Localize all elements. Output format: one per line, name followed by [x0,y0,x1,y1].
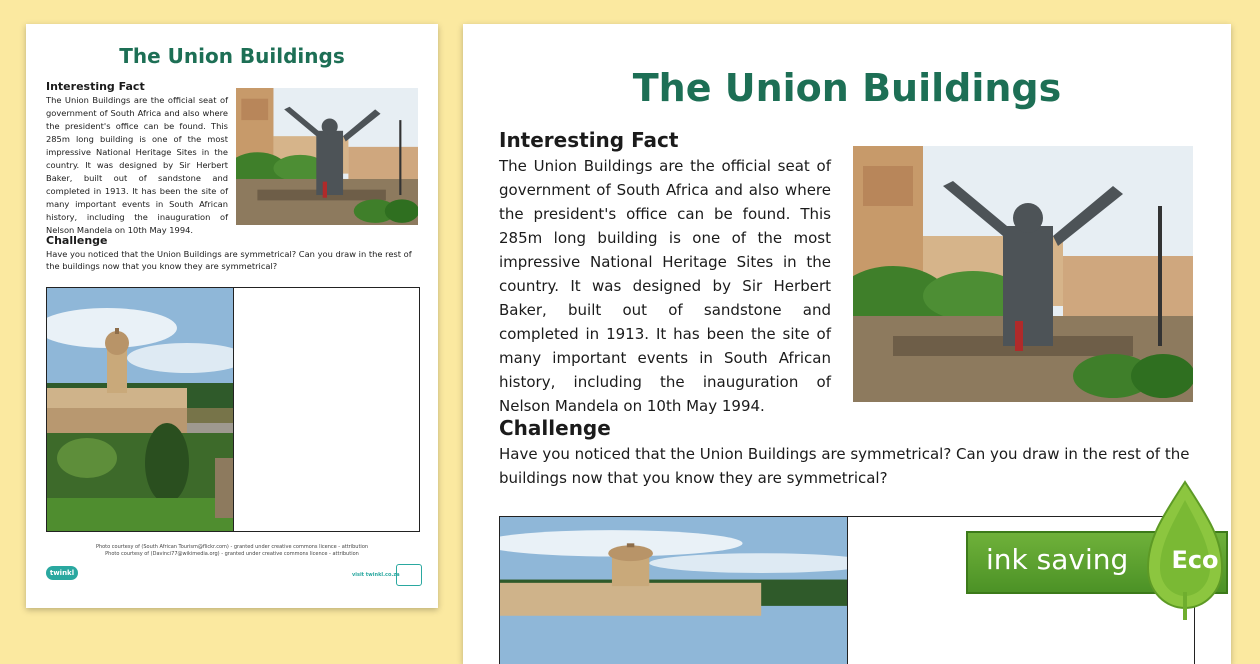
challenge-heading: Challenge [46,234,108,247]
union-buildings-half-photo [47,288,234,531]
eco-badge-text: Eco [1171,546,1219,574]
page-title: The Union Buildings [119,44,345,68]
fact-heading: Interesting Fact [46,80,145,93]
challenge-text: Have you noticed that the Union Buildings are symmetrical? Can you draw in the rest of the buildings now that you know they are symmetrical? [46,249,412,271]
challenge-heading-large: Challenge [499,416,611,440]
page-preview-small [26,24,438,608]
ink-saving-label: ink saving [986,543,1129,576]
challenge-text-large: Have you noticed that the Union Buildings are symmetrical? Can you draw in the rest of the buildings now that you know they are symmetrical? [499,445,1190,487]
photo-credits: Photo courtesy of (South African Tourism@flickr.com) - granted under creative commons licence - attribution Photo courtesy of (Davinci77@wikimedia.org) - granted under creative commons licence - attribution [95,544,369,557]
page-title-large: The Union Buildings [632,66,1062,110]
twinkl-logo: twinkl [46,566,78,580]
footer-url: visit twinkl.co.za [352,572,400,578]
drawing-area [46,287,420,532]
fact-text: The Union Buildings are the official seat of government of South Africa and also where the president's office can be found. This 285m long building is one of the most impressive National Heritage Sites in the country. It was designed by Sir Herbert Baker, built out of sandstone and completed in 1913. It has been the site of many important events in South African history, including the inauguration of Nelson Mandela on 10th May 1994. [46,95,228,235]
publisher-badge-icon [396,564,422,586]
union-buildings-half-photo-large [500,517,848,664]
mandela-statue-photo [236,88,418,225]
fact-text-large: The Union Buildings are the official seat of government of South Africa and also where the president's office can be found. This 285m long building is one of the most impressive National Heritage Sites in the country. It was designed by Sir Herbert Baker, built out of sandstone and completed in 1913. It has been the site of many important events in South African history, including the inauguration of Nelson Mandela on 10th May 1994. [499,157,831,415]
fact-heading-large: Interesting Fact [499,128,679,152]
mandela-statue-photo-large [853,146,1193,402]
